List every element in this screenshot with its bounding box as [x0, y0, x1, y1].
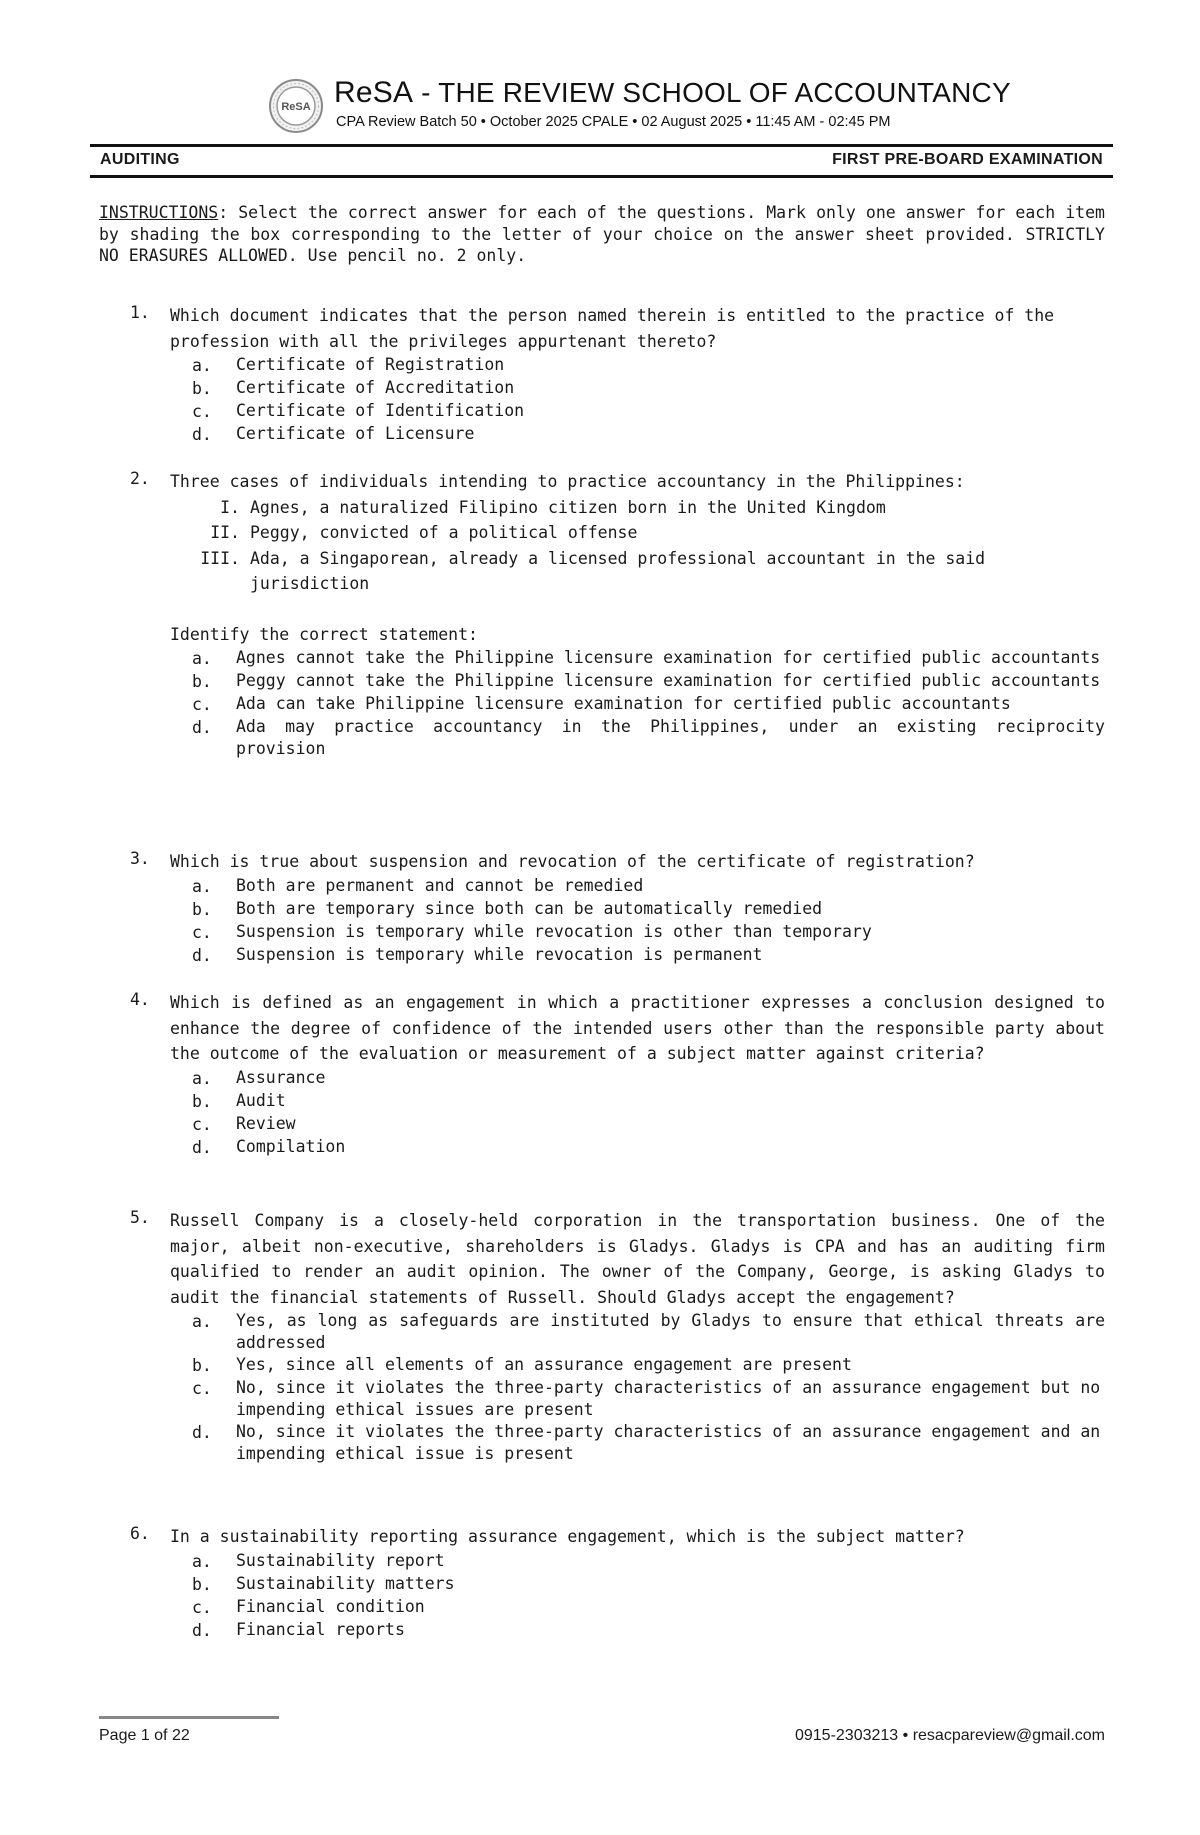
option-letter: a.	[192, 1068, 212, 1088]
option-d	[170, 716, 1105, 760]
option-b	[170, 670, 1105, 693]
option-text: Peggy cannot take the Philippine licensure examination for certified public accountants	[236, 671, 1101, 690]
subject-bar	[90, 144, 1113, 178]
option-b	[170, 1090, 1105, 1113]
instructions-text: : Select the correct answer for each of the questions. Mark only one answer for each item by shading the box corresponding to the letter of your choice on the answer sheet provided. STRICTLY NO ERASURES ALLOWED. Use pencil no. 2 only.	[99, 203, 1105, 265]
question-stem: Which document indicates that the person named therein is entitled to the practice of the profession with all the privileges appurtenant thereto?	[170, 306, 1055, 351]
question-number: 1.	[130, 303, 150, 322]
option-text: Certificate of Accreditation	[236, 378, 515, 397]
option-text: Sustainability matters	[236, 1573, 455, 1593]
option-text: Agnes cannot take the Philippine licensure examination for certified public accountants	[236, 648, 1101, 667]
option-letter: c.	[192, 922, 212, 942]
option-d	[170, 944, 1105, 967]
option-letter: a.	[192, 356, 212, 375]
question-2	[130, 469, 1105, 760]
question-stem: In a sustainability reporting assurance engagement, which is the subject matter?	[170, 1527, 965, 1546]
case-list	[170, 495, 1105, 597]
option-letter: a.	[192, 876, 212, 896]
option-text: Suspension is temporary while revocation is other than temporary	[236, 921, 872, 941]
option-text: Sustainability report	[236, 1550, 445, 1570]
option-text: Certificate of Identification	[236, 401, 525, 420]
option-c	[170, 693, 1105, 716]
option-a	[170, 875, 1105, 898]
question-stem: Three cases of individuals intending to practice accountancy in the Philippines:	[170, 472, 965, 491]
question-prompt: Identify the correct statement:	[170, 624, 478, 644]
page-number: Page 1 of 22	[99, 1727, 190, 1744]
option-text: Suspension is temporary while revocation is permanent	[236, 944, 763, 964]
question-number: 2.	[130, 469, 150, 488]
option-text: Financial condition	[236, 1596, 425, 1616]
school-name	[334, 76, 1011, 110]
question-stem: Russell Company is a closely-held corporation in the transportation business. One of the major, albeit non-executive, shareholders is Gladys. Gladys is CPA and has an auditing firm qualified to render an audit opinion. The owner of the Company, George, is asking Gladys to audit the financial statements of Russell. Should Gladys accept the engagement?	[170, 1211, 1105, 1307]
option-text: Ada can take Philippine licensure examination for certified public accountants	[236, 694, 1011, 713]
question-1	[130, 303, 1105, 446]
option-text: Certificate of Registration	[236, 355, 505, 374]
option-letter: c.	[192, 1114, 212, 1134]
option-a	[170, 647, 1105, 670]
option-letter: d.	[192, 425, 212, 444]
option-list	[170, 1310, 1105, 1465]
option-letter: c.	[192, 402, 212, 421]
question-number: 3.	[130, 849, 150, 868]
option-a	[170, 1067, 1105, 1090]
option-list	[170, 1067, 1105, 1159]
question-stem: Which is true about suspension and revocation of the certificate of registration?	[170, 852, 975, 871]
option-text: Assurance	[236, 1067, 326, 1087]
option-letter: d.	[192, 1423, 212, 1442]
option-b	[170, 1573, 1105, 1596]
question-number: 6.	[130, 1524, 150, 1543]
option-letter: d.	[192, 1137, 212, 1157]
option-letter: b.	[192, 379, 212, 398]
exam-title: FIRST PRE-BOARD EXAMINATION	[832, 151, 1103, 168]
option-a	[170, 1550, 1105, 1573]
question-4	[130, 990, 1105, 1159]
option-d	[170, 423, 1105, 446]
option-d	[170, 1619, 1105, 1642]
case-numeral: II.	[210, 523, 240, 542]
option-letter: d.	[192, 1620, 212, 1640]
option-letter: d.	[192, 945, 212, 965]
school-seal-logo	[268, 78, 324, 134]
option-text: Financial reports	[236, 1619, 405, 1639]
option-list	[170, 875, 1105, 967]
option-c	[170, 1596, 1105, 1619]
svg-text:ReSA: ReSA	[281, 101, 311, 113]
option-a	[170, 354, 1105, 377]
option-text: Certificate of Licensure	[236, 424, 475, 443]
option-c	[170, 1377, 1105, 1421]
option-list	[170, 647, 1105, 760]
option-d	[170, 1136, 1105, 1159]
option-text: Yes, since all elements of an assurance engagement are present	[236, 1355, 852, 1374]
option-c	[170, 400, 1105, 423]
option-text: Review	[236, 1113, 296, 1133]
question-6	[130, 1524, 1105, 1642]
footer-divider	[99, 1716, 279, 1719]
option-b	[170, 1354, 1105, 1377]
exam-details: CPA Review Batch 50 • October 2025 CPALE • 02 August 2025 • 11:45 AM - 02:45 PM	[336, 114, 891, 130]
option-letter: a.	[192, 1312, 212, 1331]
case-item	[170, 495, 1105, 521]
case-item	[170, 520, 1105, 546]
case-item	[170, 546, 1105, 597]
option-letter: b.	[192, 1574, 212, 1594]
option-text: Ada may practice accountancy in the Philippines, under an existing reciprocity provision	[236, 717, 1105, 758]
question-5	[130, 1208, 1105, 1465]
case-text: Agnes, a naturalized Filipino citizen born in the United Kingdom	[250, 497, 886, 517]
case-numeral: III.	[200, 548, 240, 568]
option-d	[170, 1421, 1105, 1465]
school-full-name: - THE REVIEW SCHOOL OF ACCOUNTANCY	[413, 77, 1011, 108]
instructions	[99, 202, 1105, 267]
option-text: No, since it violates the three-party characteristics of an assurance engagement and an impending ethical issue is present	[236, 1422, 1101, 1463]
option-list	[170, 1550, 1105, 1642]
option-letter: a.	[192, 649, 212, 668]
option-text: Compilation	[236, 1136, 346, 1156]
school-acronym: ReSA	[334, 76, 414, 109]
option-letter: b.	[192, 672, 212, 691]
school-header	[268, 76, 1011, 136]
question-number: 5.	[130, 1208, 150, 1227]
option-b	[170, 898, 1105, 921]
option-letter: c.	[192, 1597, 212, 1617]
option-letter: b.	[192, 1356, 212, 1375]
question-3	[130, 849, 1105, 967]
option-text: Both are permanent and cannot be remedied	[236, 875, 644, 895]
subject-title: AUDITING	[100, 151, 180, 168]
instructions-label: INSTRUCTIONS	[99, 203, 219, 222]
option-b	[170, 377, 1105, 400]
case-text: Ada, a Singaporean, already a licensed professional accountant in the said jurisdiction	[250, 548, 986, 593]
option-text: Yes, as long as safeguards are instituted by Gladys to ensure that ethical threats are addressed	[236, 1311, 1105, 1352]
option-a	[170, 1310, 1105, 1354]
option-letter: c.	[192, 695, 212, 714]
option-list	[170, 354, 1105, 446]
option-letter: c.	[192, 1379, 212, 1398]
option-text: Audit	[236, 1090, 286, 1110]
option-letter: b.	[192, 1091, 212, 1111]
contact-info: 0915-2303213 • resacpareview@gmail.com	[794, 1727, 1105, 1744]
option-letter: a.	[192, 1551, 212, 1571]
option-letter: b.	[192, 899, 212, 919]
option-c	[170, 921, 1105, 944]
question-stem: Which is defined as an engagement in which a practitioner expresses a conclusion designed to enhance the degree of confidence of the intended users other than the responsible party about the outcome of the evaluation or measurement of a subject matter against criteria?	[170, 993, 1105, 1063]
option-c	[170, 1113, 1105, 1136]
option-letter: d.	[192, 718, 212, 737]
case-numeral: I.	[220, 497, 240, 517]
question-number: 4.	[130, 990, 150, 1009]
case-text: Peggy, convicted of a political offense	[250, 523, 638, 542]
option-text: No, since it violates the three-party characteristics of an assurance engagement but no impending ethical issues are present	[236, 1378, 1101, 1419]
option-text: Both are temporary since both can be automatically remedied	[236, 898, 823, 918]
